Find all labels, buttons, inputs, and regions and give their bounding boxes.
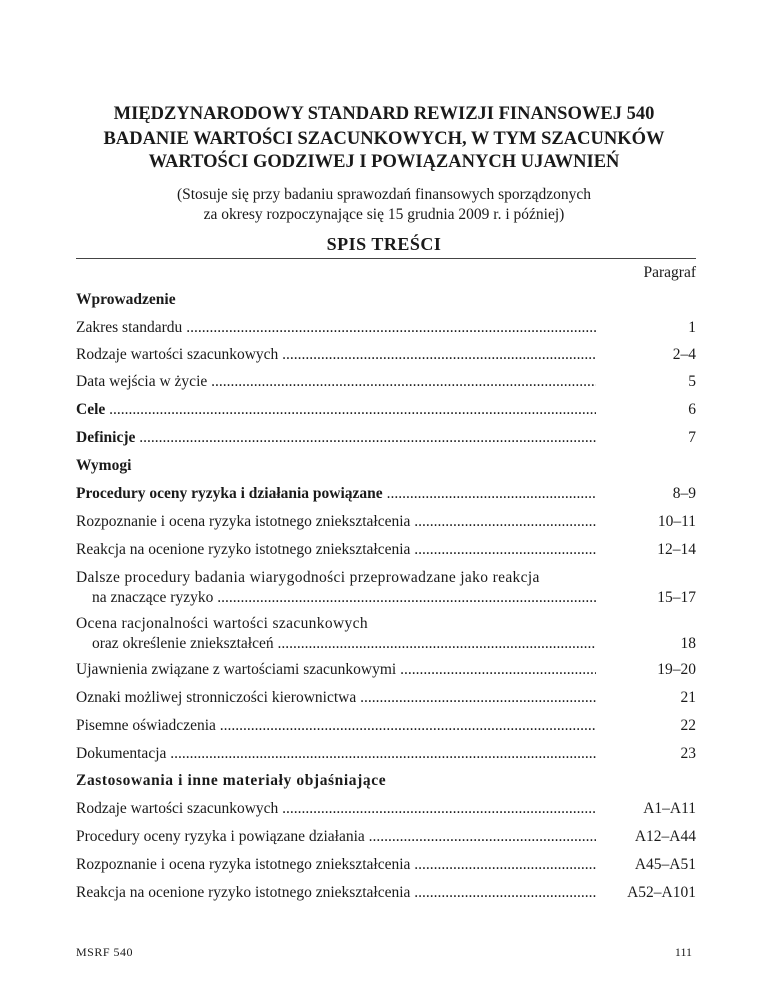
toc-entry-paragraph: 5 (688, 373, 696, 390)
document-title-line-3: WARTOŚCI GODZIWEJ I POWIĄZANYCH UJAWNIEŃ (148, 152, 620, 172)
subtitle-line-1: (Stosuje się przy badaniu sprawozdań finansowych sporządzonych (176, 186, 592, 203)
toc-entry-paragraph: 8–9 (672, 485, 696, 502)
toc-entry[interactable] (76, 400, 696, 420)
toc-entry-paragraph: 21 (680, 689, 696, 706)
toc-entry-paragraph: 6 (688, 401, 696, 418)
column-header-paragraph: Paragraf (643, 264, 696, 281)
page-number: 111 (674, 945, 692, 959)
toc-entry-label: Oznaki możliwej stronniczości kierownictwa (76, 689, 357, 706)
toc-entry[interactable] (76, 568, 696, 608)
toc-entry-paragraph: A1–A11 (643, 800, 696, 817)
toc-entry[interactable] (76, 512, 696, 532)
toc-entry[interactable] (76, 428, 696, 448)
toc-entry-label: Rozpoznanie i ocena ryzyka istotnego zniekształcenia (76, 513, 411, 530)
toc-entry-paragraph: 2–4 (672, 346, 696, 363)
toc-entry-label: Rodzaje wartości szacunkowych (76, 800, 279, 817)
toc-entry[interactable] (76, 827, 696, 847)
toc-entry[interactable] (76, 799, 696, 819)
toc-entry[interactable] (76, 744, 696, 764)
toc-entry-label-continued: oraz określenie zniekształceń (92, 635, 274, 652)
toc-entry-paragraph: A45–A51 (634, 856, 696, 873)
toc-entry-label: Pisemne oświadczenia (76, 717, 216, 734)
toc-entry-paragraph: 23 (680, 745, 696, 762)
toc-entry-paragraph: 10–11 (657, 513, 696, 530)
toc-entry[interactable] (76, 540, 696, 560)
toc-entry-label-continued: na znaczące ryzyko (92, 589, 214, 606)
toc-entry[interactable] (76, 372, 696, 392)
toc-entry-label: Cele (76, 401, 106, 418)
footer-standard-id: MSRF 540 (76, 945, 134, 959)
toc-entry-paragraph: A12–A44 (634, 828, 696, 845)
toc-entry-label: Rodzaje wartości szacunkowych (76, 346, 279, 363)
divider (76, 258, 696, 259)
section-heading-application: Zastosowania i inne materiały objaśniające (76, 772, 387, 789)
toc-entry-label: Procedury oceny ryzyka i działania powiązane (76, 485, 383, 502)
toc-heading: SPIS TREŚCI (326, 234, 442, 254)
toc-entry-label: Zakres standardu (76, 319, 183, 336)
toc-entry-label: Ocena racjonalności wartości szacunkowych (76, 615, 368, 632)
toc-entry-paragraph: 1 (688, 319, 696, 336)
toc-entry-label: Data wejścia w życie (76, 373, 208, 390)
toc-entry[interactable] (76, 716, 696, 736)
subtitle-line-2: za okresy rozpoczynające się 15 grudnia 2009 r. i później) (203, 206, 565, 223)
toc-entry[interactable] (76, 614, 696, 654)
toc-entry-paragraph: 19–20 (657, 661, 696, 678)
section-heading-requirements: Wymogi (76, 457, 132, 474)
toc-entry-paragraph: 22 (680, 717, 696, 734)
toc-entry-paragraph: A52–A101 (627, 884, 696, 901)
toc-entry[interactable] (76, 855, 696, 875)
toc-entry-label: Ujawnienia związane z wartościami szacunkowymi (76, 661, 397, 678)
toc-entry[interactable] (76, 883, 696, 903)
toc-entry-label: Procedury oceny ryzyka i powiązane działania (76, 828, 365, 845)
toc-entry[interactable] (76, 688, 696, 708)
toc-entry-paragraph: 15–17 (657, 589, 696, 606)
toc-entry[interactable] (76, 318, 696, 338)
toc-entry-label: Definicje (76, 429, 136, 446)
toc-entry-label: Reakcja na ocenione ryzyko istotnego zniekształcenia (76, 884, 411, 901)
toc-entry-label: Rozpoznanie i ocena ryzyka istotnego zniekształcenia (76, 856, 411, 873)
document-title-line-1: MIĘDZYNARODOWY STANDARD REWIZJI FINANSOWEJ 540 (113, 104, 655, 124)
toc-entry[interactable] (76, 345, 696, 365)
toc-entry-paragraph: 12–14 (657, 541, 696, 558)
toc-entry-paragraph: 18 (680, 635, 696, 652)
toc-entry-label: Reakcja na ocenione ryzyko istotnego zniekształcenia (76, 541, 411, 558)
document-title-line-2: BADANIE WARTOŚCI SZACUNKOWYCH, W TYM SZACUNKÓW (103, 129, 665, 149)
toc-entry-label: Dalsze procedury badania wiarygodności przeprowadzane jako reakcja (76, 569, 540, 586)
section-heading-intro: Wprowadzenie (76, 291, 176, 308)
toc-entry-label: Dokumentacja (76, 745, 167, 762)
toc-entry[interactable] (76, 660, 696, 680)
toc-entry[interactable] (76, 484, 696, 504)
toc-entry-paragraph: 7 (688, 429, 696, 446)
